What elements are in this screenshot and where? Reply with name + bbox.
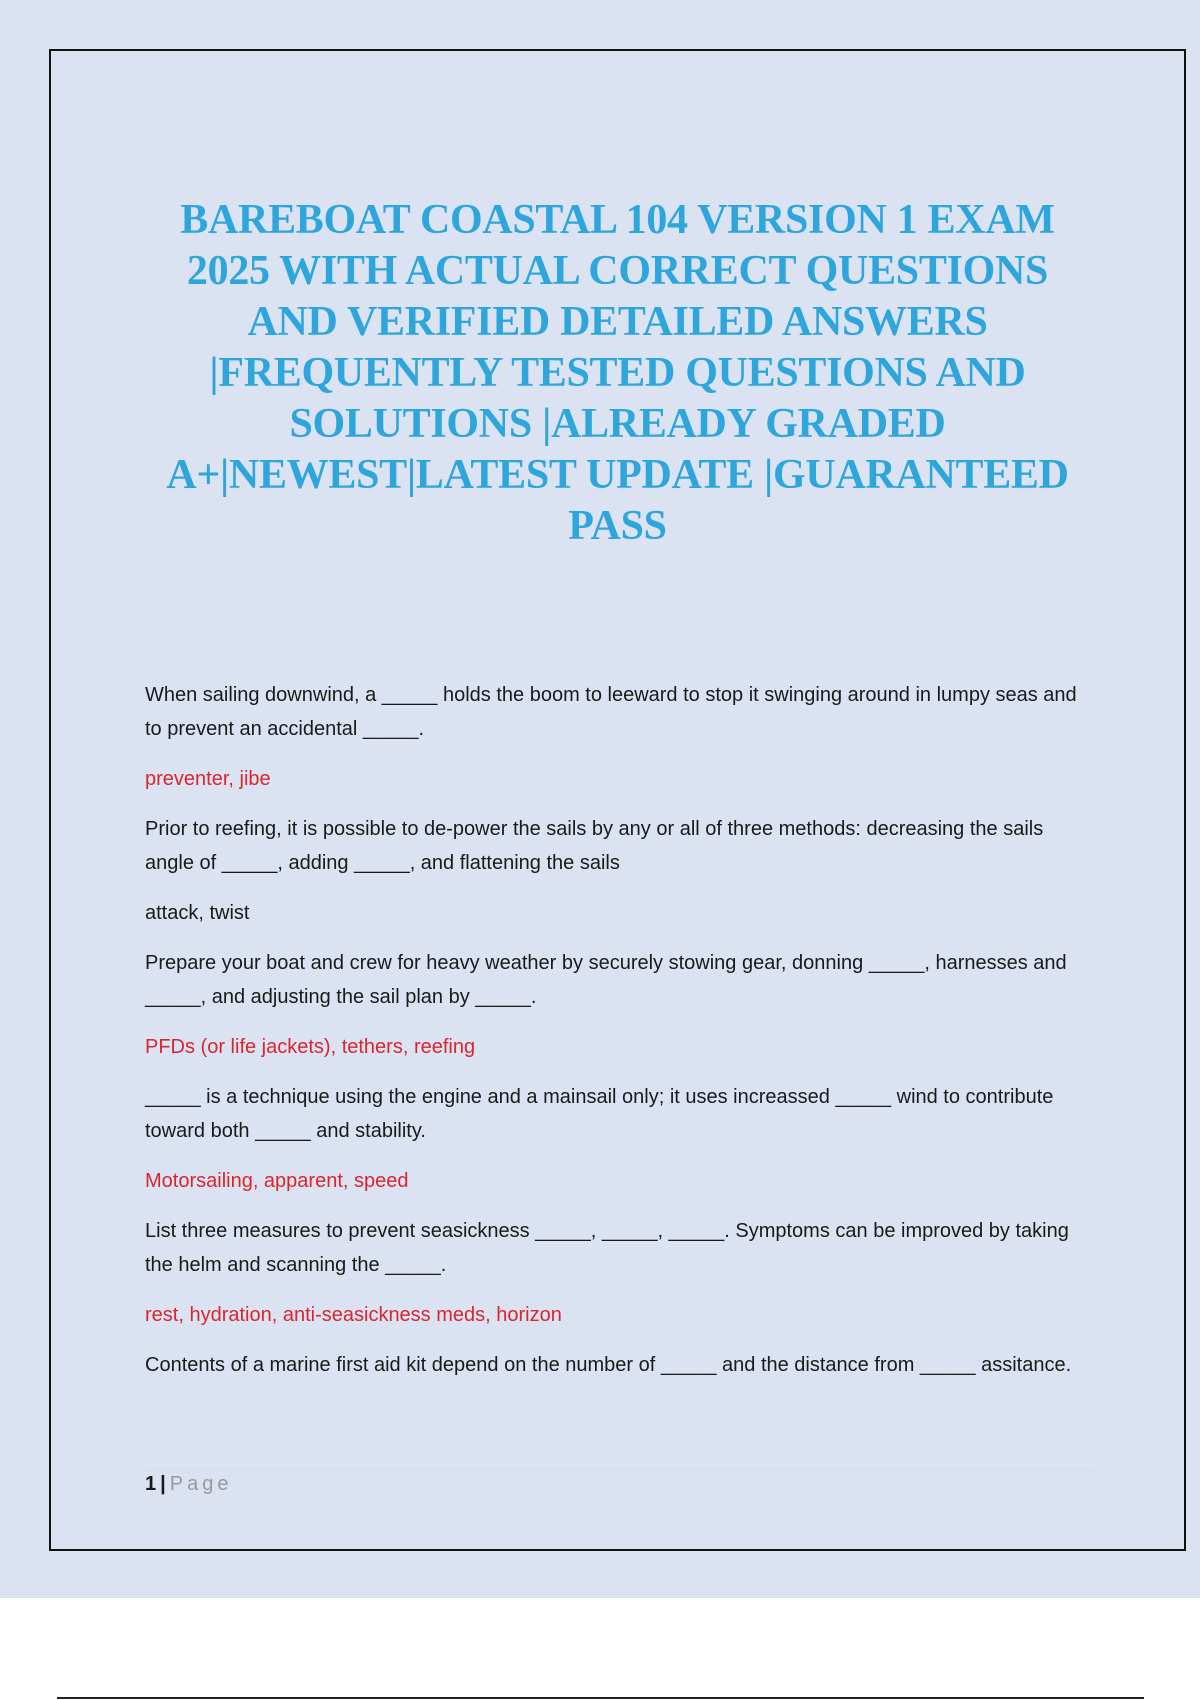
answer-text: preventer, jibe — [145, 768, 271, 790]
question-text: Prior to reefing, it is possible to de-power the sails by any or all of three methods: decreasing the sails angle of _____, adding _____, and flattening the sails — [145, 818, 1044, 874]
answer-text: rest, hydration, anti-seasickness meds, horizon — [145, 1304, 562, 1326]
question-text: Contents of a marine first aid kit depend on the number of _____ and the distance from _____ assitance. — [145, 1354, 1072, 1376]
answer-text: Motorsailing, apparent, speed — [145, 1170, 409, 1192]
document-title — [60, 195, 1175, 552]
answer-text: PFDs (or life jackets), tethers, reefing — [145, 1036, 476, 1058]
page-number: 1 — [145, 1473, 157, 1495]
answer-text: attack, twist — [145, 902, 250, 924]
title-line: |FREQUENTLY TESTED QUESTIONS AND — [209, 350, 1026, 396]
question-text: When sailing downwind, a _____ holds the boom to leeward to stop it swinging around in lumpy seas and to prevent an accidental _____. — [145, 684, 1077, 740]
question-text: Prepare your boat and crew for heavy weather by securely stowing gear, donning _____, harnesses and _____, and adjusting the sail plan by _____. — [145, 952, 1067, 1008]
page-separator: | — [160, 1473, 166, 1495]
title-line: PASS — [568, 503, 667, 549]
title-line: A+|NEWEST|LATEST UPDATE |GUARANTEED — [166, 452, 1069, 498]
page-label: Page — [169, 1473, 233, 1495]
question-answer-list — [145, 678, 1095, 1398]
page-footer — [145, 1471, 232, 1497]
question-text: List three measures to prevent seasickness _____, _____, _____. Symptoms can be improved by taking the helm and scanning the _____. — [145, 1220, 1069, 1276]
footer-divider — [145, 1464, 1095, 1465]
title-line: AND VERIFIED DETAILED ANSWERS — [247, 299, 988, 345]
title-line: SOLUTIONS |ALREADY GRADED — [289, 401, 946, 447]
title-line: BAREBOAT COASTAL 104 VERSION 1 EXAM — [180, 197, 1055, 243]
title-line: 2025 WITH ACTUAL CORRECT QUESTIONS — [186, 248, 1049, 294]
bottom-divider — [57, 1697, 1144, 1699]
question-text: _____ is a technique using the engine and a mainsail only; it uses increassed _____ wind to contribute toward both _____ and stability. — [145, 1086, 1054, 1142]
